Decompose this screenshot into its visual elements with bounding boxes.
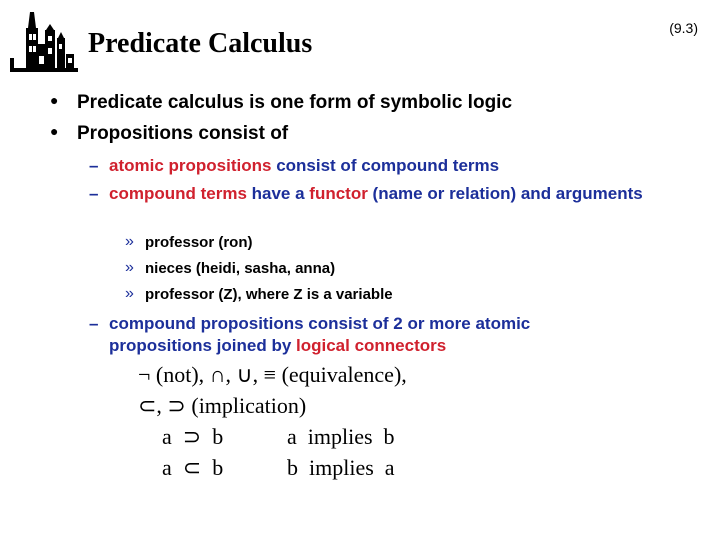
dash-icon: – <box>89 184 99 203</box>
example-text: nieces (heidi, sasha, anna) <box>145 260 336 277</box>
implication-row-2-left: a ⊂ b <box>162 455 224 480</box>
example-text: professor (ron) <box>145 234 253 251</box>
sub-bullet-text <box>109 155 669 177</box>
highlight-term: atomic propositions <box>109 156 272 175</box>
sub-bullet-part: compound propositions consist of 2 or more atomic propositions joined by <box>109 314 531 355</box>
chevron-icon: » <box>125 285 134 302</box>
bullet-dot-icon: ● <box>50 123 59 139</box>
slide-number: (9.3) <box>669 20 698 36</box>
example-text: professor (Z), where Z is a variable <box>145 286 393 303</box>
chevron-icon: » <box>125 259 134 276</box>
sub-bullet-part: have a <box>246 184 310 203</box>
chevron-icon: » <box>125 233 134 250</box>
sub-bullet-text <box>109 313 619 357</box>
highlight-term: functor <box>309 184 368 203</box>
dash-icon: – <box>89 314 99 333</box>
connector-line-1: ¬ (not), ∩, ∪, ≡ (equivalence), <box>138 362 407 387</box>
implication-row-2-right: b implies a <box>287 455 395 480</box>
castle-logo-icon <box>8 10 80 76</box>
slide-title: Predicate Calculus <box>88 28 313 59</box>
implication-row-1-right: a implies b <box>287 424 395 449</box>
bullet-text: Predicate calculus is one form of symbolic logic <box>77 92 513 113</box>
highlight-term: logical connectors <box>296 336 447 355</box>
sub-bullet-text <box>109 183 649 205</box>
bullet-dot-icon: ● <box>50 92 59 108</box>
implication-row-1-left: a ⊃ b <box>162 424 224 449</box>
sub-bullet-rest: consist of compound terms <box>271 156 500 175</box>
connector-line-2: ⊂, ⊃ (implication) <box>138 393 307 418</box>
bullet-text: Propositions consist of <box>77 123 289 144</box>
sub-bullet-part: (name or relation) and arguments <box>367 184 643 203</box>
highlight-term: compound terms <box>109 184 247 203</box>
dash-icon: – <box>89 156 99 175</box>
